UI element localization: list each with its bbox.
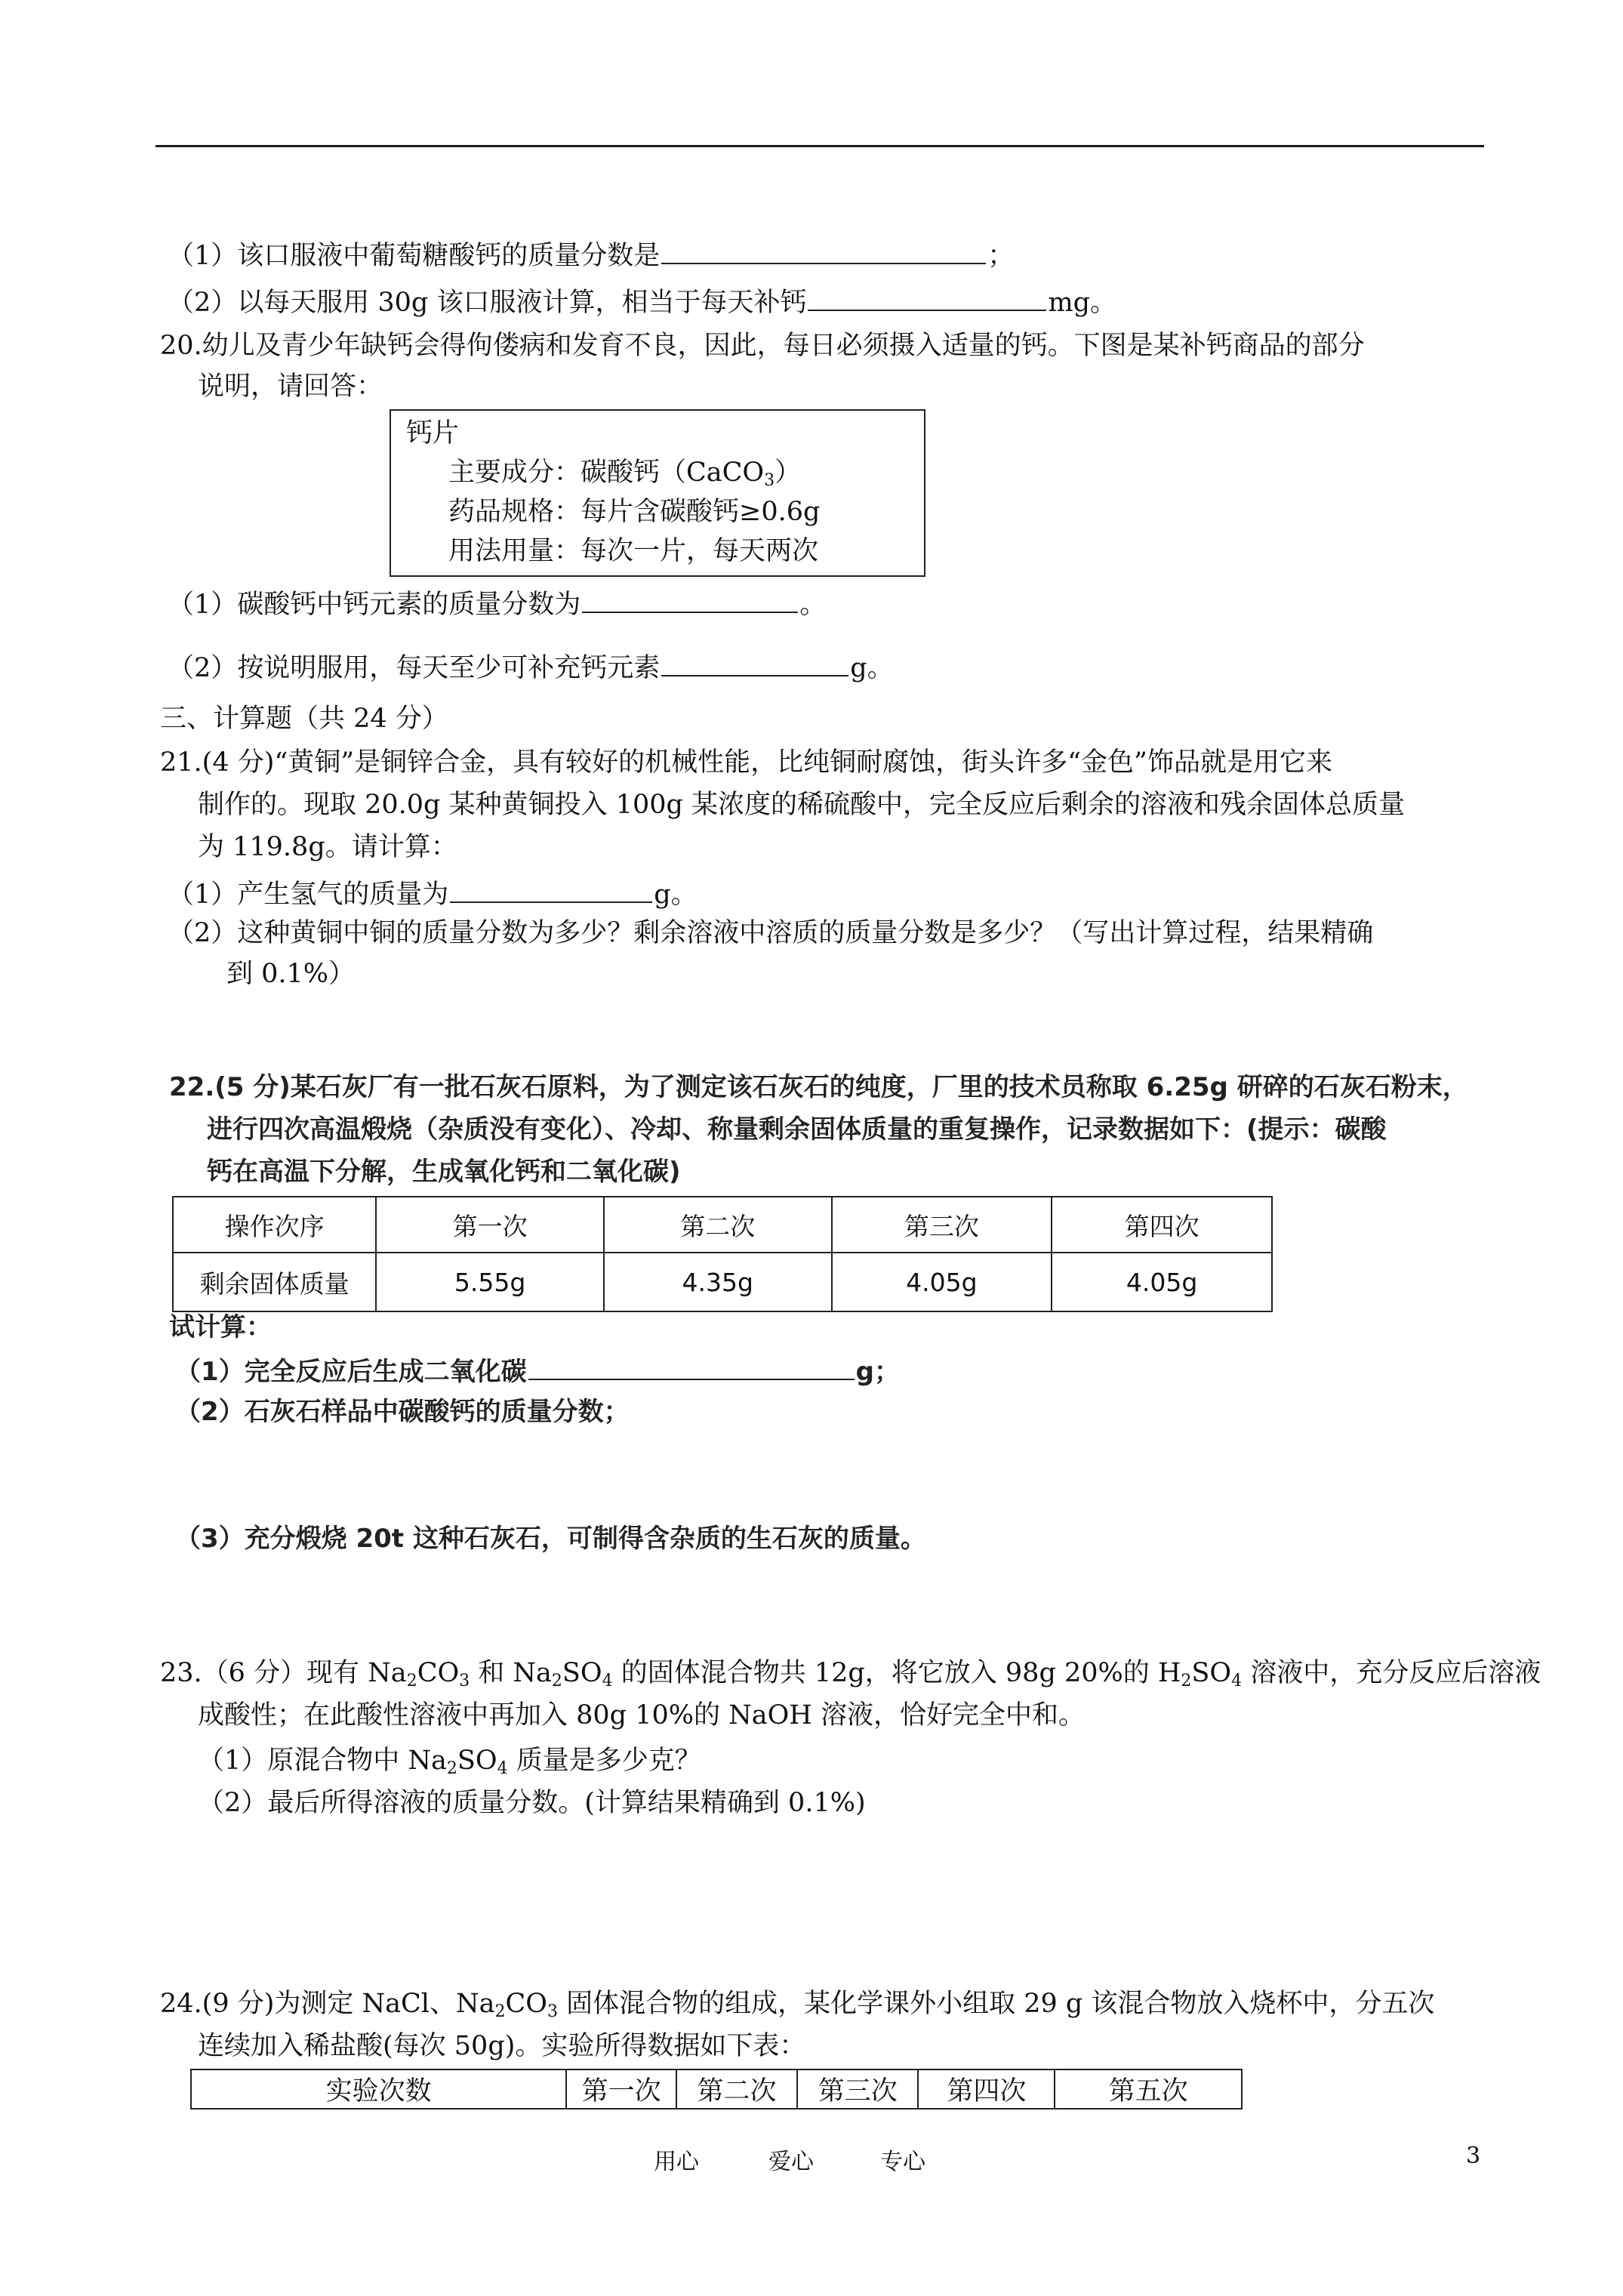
- subscript: 2: [1181, 1672, 1192, 1690]
- q23-text: 溶液中，充分反应后溶液: [1242, 1658, 1541, 1688]
- q21-part1-end: g。: [654, 880, 698, 910]
- answer-blank[interactable]: [450, 876, 652, 903]
- q23-text: SO: [562, 1658, 602, 1688]
- q20-part2-end: g。: [850, 653, 894, 683]
- q19-part1-text: （1）该口服液中葡萄糖酸钙的质量分数是: [168, 241, 661, 271]
- subscript: 3: [459, 1672, 470, 1690]
- q20-part2-text: （2）按说明服用，每天至少可补充钙元素: [168, 653, 661, 683]
- subscript: 4: [602, 1672, 613, 1690]
- experiment-data-table: [190, 2069, 1243, 2110]
- q21-line2: 制作的。现取 20.0g 某种黄铜投入 100g 某浓度的稀硫酸中，完全反应后剩余的溶液和残余固体总质量: [198, 790, 1406, 820]
- q20-part1: [168, 586, 826, 621]
- q23-line1: [160, 1657, 1541, 1698]
- q19-part2-end: mg。: [1048, 288, 1117, 318]
- table-cell: 实验次数: [191, 2069, 566, 2109]
- q21-line3: 为 119.8g。请计算：: [198, 832, 457, 862]
- subscript: 2: [446, 1759, 457, 1778]
- q19-part2: [168, 284, 1116, 319]
- q22-line2: 进行四次高温煅烧（杂质没有变化）、冷却、称量剩余固体质量的重复操作，记录数据如下：(提示：碳酸: [207, 1114, 1387, 1145]
- product-label-box: [390, 409, 925, 577]
- q23-text: 23.（6 分）现有 Na: [160, 1658, 407, 1688]
- q24-text: 24.(9 分)为测定 NaCl、Na: [160, 1989, 495, 2019]
- q22-part1: [175, 1353, 900, 1388]
- table-cell: 第五次: [1055, 2069, 1242, 2109]
- q23-line2: 成酸性；在此酸性溶液中再加入 80g 10%的 NaOH 溶液，恰好完全中和。: [198, 1700, 1085, 1730]
- subscript: 2: [494, 2002, 506, 2021]
- q20-part2: [168, 649, 894, 685]
- answer-blank[interactable]: [808, 284, 1046, 311]
- q21-part1-text: （1）产生氢气的质量为: [168, 880, 449, 910]
- footer-text-a: 用心: [654, 2149, 699, 2175]
- table-header-row: [191, 2069, 1242, 2109]
- q19-part1-end: ；: [987, 241, 1015, 271]
- table-cell: 第三次: [797, 2069, 918, 2109]
- q20-part1-text: （1）碳酸钙中钙元素的质量分数为: [168, 590, 581, 620]
- subscript: 3: [547, 2002, 558, 2021]
- table-header-row: [173, 1197, 1272, 1253]
- box-usage: 用法用量：每次一片，每天两次: [448, 536, 819, 566]
- subscript: 2: [406, 1672, 417, 1690]
- q22-line3: 钙在高温下分解，生成氧化钙和二氧化碳): [207, 1157, 681, 1187]
- q19-part2-text: （2）以每天服用 30g 该口服液计算，相当于每天补钙: [168, 288, 807, 318]
- q21-part2-line1: （2）这种黄铜中铜的质量分数为多少？剩余溶液中溶质的质量分数是多少？（写出计算过程，结果精确: [168, 918, 1374, 948]
- table-cell: 剩余固体质量: [173, 1253, 376, 1311]
- q23-text: 的固体混合物共 12g，将它放入 98g 20%的 H: [612, 1658, 1181, 1688]
- q23-part2: （2）最后所得溶液的质量分数。(计算结果精确到 0.1%): [198, 1788, 866, 1818]
- q23-text: CO: [417, 1658, 460, 1688]
- table-cell: 第二次: [676, 2069, 797, 2109]
- q22-part3: （3）充分煅烧 20t 这种石灰石，可制得含杂质的生石灰的质量。: [175, 1524, 926, 1554]
- q24-line2: 连续加入稀盐酸(每次 50g)。实验所得数据如下表：: [198, 2031, 806, 2061]
- q20-stem-line1: 20.幼儿及青少年缺钙会得佝偻病和发育不良，因此，每日必须摄入适量的钙。下图是某补钙商品的部分: [160, 331, 1365, 361]
- table-row: [173, 1253, 1272, 1311]
- calcination-data-table: [172, 1196, 1273, 1312]
- q23-part1: [198, 1744, 701, 1786]
- table-cell: 第一次: [566, 2069, 676, 2109]
- q22-line1: 22.(5 分)某石灰厂有一批石灰石原料，为了测定该石灰石的纯度，厂里的技术员称取 6.25g 研碎的石灰石粉末，: [169, 1072, 1468, 1102]
- section-heading: 三、计算题（共 24 分）: [160, 704, 448, 734]
- q23-text: SO: [1191, 1658, 1232, 1688]
- table-cell: 4.05g: [832, 1253, 1052, 1311]
- q21-line1: 21.(4 分)“黄铜”是铜锌合金，具有较好的机械性能，比纯铜耐腐蚀，街头许多“金色”饰品就是用它来: [160, 747, 1332, 778]
- q23-part1-text: （1）原混合物中 Na: [198, 1746, 447, 1776]
- header-rule: [156, 145, 1484, 147]
- box-ingredient-text: 主要成分：碳酸钙（CaCO: [448, 458, 765, 488]
- subscript: 4: [1231, 1672, 1243, 1690]
- q20-stem-line2: 说明，请回答：: [198, 371, 383, 402]
- q19-part1: [168, 237, 1014, 273]
- page-number: 3: [1466, 2143, 1481, 2169]
- q21-part2-line2: 到 0.1%）: [226, 959, 356, 989]
- subscript: 4: [497, 1759, 508, 1778]
- table-cell: 5.55g: [376, 1253, 604, 1311]
- answer-blank[interactable]: [582, 586, 798, 613]
- q24-text: 固体混合物的组成，某化学课外小组取 29 g 该混合物放入烧杯中，分五次: [557, 1989, 1435, 2019]
- q24-text: CO: [505, 1989, 547, 2019]
- q21-part1: [168, 876, 698, 911]
- table-cell: 4.35g: [604, 1253, 832, 1311]
- q24-line1: [160, 1987, 1434, 2029]
- box-ingredient: [448, 456, 801, 498]
- q23-text: 和 Na: [470, 1658, 552, 1688]
- q20-part1-end: 。: [799, 590, 827, 620]
- q23-part1-text: SO: [457, 1746, 497, 1776]
- q22-part1-end: g；: [855, 1357, 900, 1387]
- q22-part2: （2）石灰石样品中碳酸钙的质量分数；: [175, 1397, 630, 1427]
- box-spec: 药品规格：每片含碳酸钙≥0.6g: [448, 497, 821, 527]
- table-cell: 操作次序: [173, 1197, 376, 1253]
- footer-text-c: 专心: [880, 2149, 925, 2175]
- q22-try: 试计算：: [169, 1312, 272, 1342]
- answer-blank[interactable]: [528, 1353, 855, 1380]
- box-ingredient-close: ）: [775, 458, 802, 488]
- table-cell: 4.05g: [1052, 1253, 1272, 1311]
- subscript: 2: [551, 1672, 562, 1690]
- footer-text-b: 爱心: [768, 2149, 814, 2175]
- table-cell: 第四次: [918, 2069, 1055, 2109]
- answer-blank[interactable]: [661, 237, 986, 264]
- q22-part1-text: （1）完全反应后生成二氧化碳: [175, 1357, 527, 1387]
- table-cell: 第二次: [604, 1197, 832, 1253]
- table-cell: 第四次: [1052, 1197, 1272, 1253]
- q23-part1-text: 质量是多少克？: [507, 1746, 701, 1776]
- answer-blank[interactable]: [661, 649, 848, 676]
- table-cell: 第三次: [832, 1197, 1052, 1253]
- subscript: 3: [764, 471, 775, 490]
- table-cell: 第一次: [376, 1197, 604, 1253]
- box-title: 钙片: [406, 418, 460, 448]
